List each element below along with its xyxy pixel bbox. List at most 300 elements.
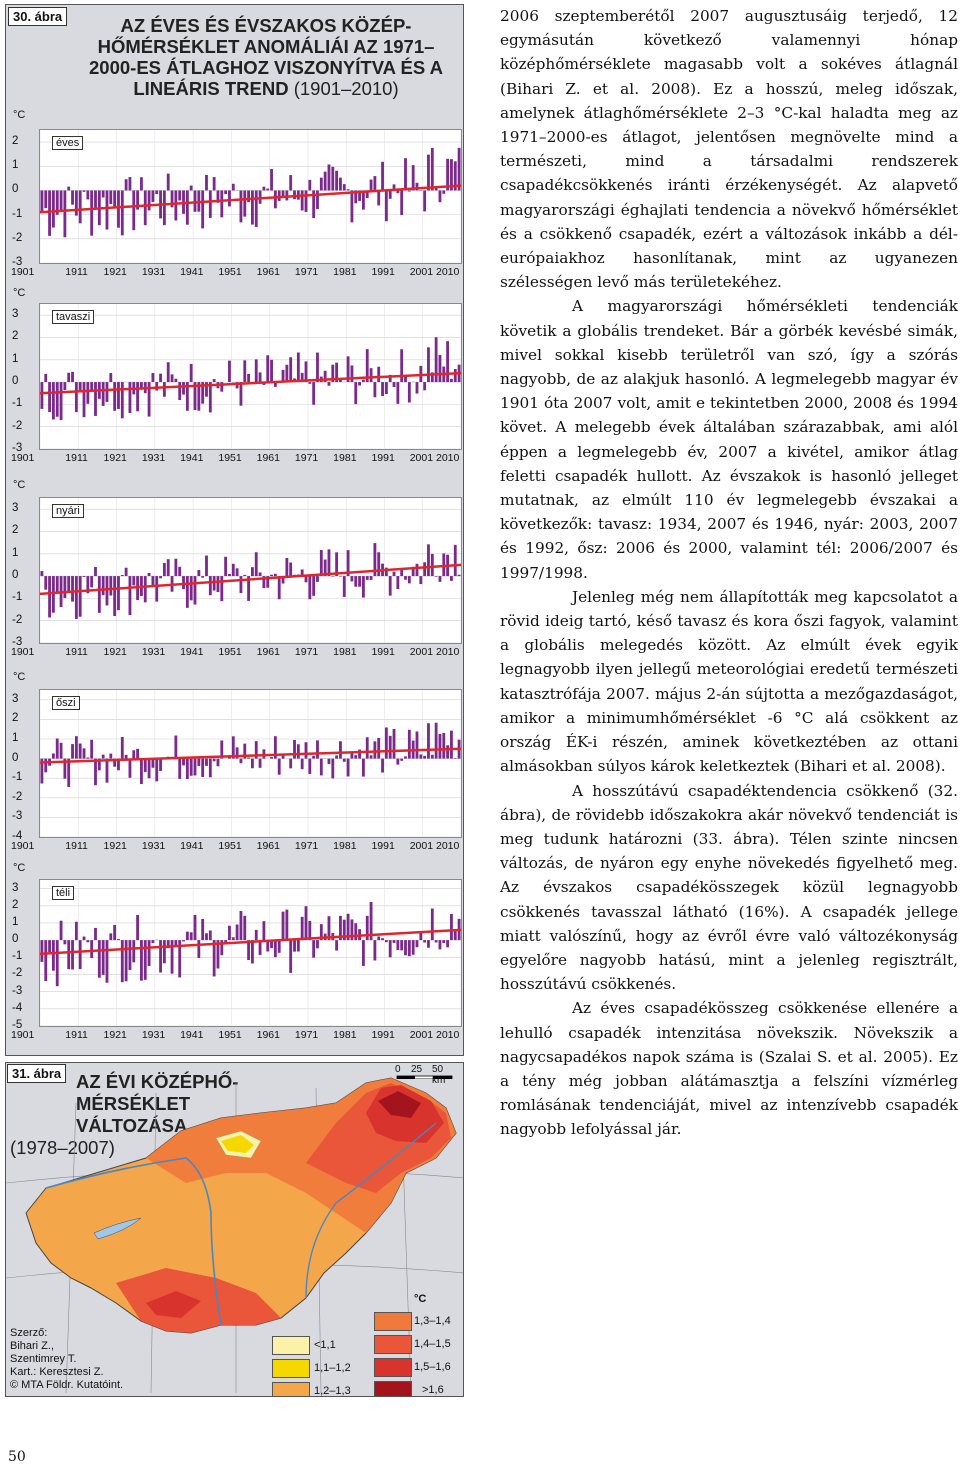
anomaly-bar: [343, 184, 346, 190]
anomaly-bar: [312, 382, 315, 405]
anomaly-bar: [194, 915, 197, 940]
anomaly-bar: [393, 572, 396, 576]
anomaly-bar: [312, 940, 315, 958]
season-label: téli: [52, 886, 74, 900]
x-tick-label: 1981: [333, 452, 357, 464]
y-tick-label: -4: [12, 830, 23, 842]
anomaly-bar: [109, 754, 112, 759]
x-tick-label: 2001: [409, 840, 434, 852]
anomaly-bar: [232, 564, 235, 576]
anomaly-bar: [458, 575, 461, 576]
anomaly-bar: [439, 355, 442, 382]
anomaly-bar: [151, 190, 154, 202]
anomaly-bar: [228, 574, 231, 576]
anomaly-bar: [377, 552, 380, 576]
anomaly-bar: [412, 165, 415, 190]
anomaly-bar: [48, 576, 51, 617]
anomaly-bar: [167, 174, 170, 191]
x-tick-label: 1961: [256, 840, 280, 852]
anomaly-bar: [377, 190, 380, 205]
anomaly-bar: [94, 928, 97, 940]
anomaly-bar: [427, 544, 430, 576]
figure-30-title: [76, 15, 456, 99]
anomaly-bar: [396, 759, 399, 765]
y-tick-label: 2: [12, 898, 19, 911]
anomaly-bar: [431, 554, 434, 576]
anomaly-bar: [316, 940, 319, 948]
anomaly-bar: [63, 382, 66, 390]
anomaly-bar: [262, 187, 265, 191]
anomaly-bar: [408, 940, 411, 956]
anomaly-bar: [442, 733, 445, 759]
anomaly-bar: [400, 940, 403, 950]
anomaly-bar: [259, 759, 262, 768]
anomaly-bar: [129, 759, 132, 778]
anomaly-bar: [320, 178, 323, 191]
anomaly-bar: [251, 567, 254, 576]
anomaly-bar: [354, 755, 357, 759]
anomaly-bar: [60, 190, 63, 210]
credit-line-4: Kart.: Keresztesi Z.: [10, 1366, 104, 1378]
x-tick-label: 1901: [11, 452, 35, 464]
y-tick-label: 1: [12, 732, 19, 744]
y-tick-label: -1: [12, 591, 23, 604]
anomaly-bar: [358, 576, 361, 587]
anomaly-bar: [71, 372, 74, 382]
legend-swatch-1-4-1-5: [374, 1335, 412, 1354]
anomaly-bar: [351, 190, 354, 222]
y-tick-label: 3: [12, 692, 19, 705]
y-tick-label: -3: [12, 636, 23, 648]
anomaly-bar: [94, 190, 97, 208]
anomaly-bar: [125, 940, 128, 981]
anomaly-bar: [320, 759, 323, 776]
anomaly-bar: [71, 576, 74, 602]
panel-4: [6, 862, 465, 1047]
anomaly-bar: [331, 576, 334, 577]
y-tick-label: 2: [12, 524, 19, 537]
anomaly-bar: [232, 937, 235, 940]
anomaly-bar: [121, 940, 124, 982]
y-tick-label: -3: [12, 256, 23, 268]
anomaly-bar: [377, 367, 380, 382]
anomaly-bar: [240, 382, 243, 406]
anomaly-bar: [446, 940, 449, 947]
anomaly-bar: [41, 940, 44, 962]
anomaly-plot: [39, 689, 462, 838]
anomaly-bar: [155, 759, 158, 782]
anomaly-bar: [435, 940, 438, 942]
legend-swatch-1-2-1-3: [272, 1382, 310, 1397]
figure-31-title-years: (1978–2007): [10, 1137, 115, 1158]
x-tick-label: 1961: [256, 452, 280, 464]
anomaly-bar: [274, 940, 277, 957]
legend-swatch-1-1-1-2: [272, 1359, 310, 1378]
anomaly-bar: [60, 921, 63, 940]
anomaly-bar: [370, 368, 373, 382]
x-tick-label: 1951: [218, 840, 242, 852]
anomaly-bar: [67, 576, 70, 591]
anomaly-bar: [75, 576, 78, 619]
anomaly-bar: [255, 359, 258, 382]
anomaly-bar: [416, 731, 419, 758]
legend-label-1-3-1-4: 1,3–1,4: [414, 1315, 451, 1327]
anomaly-bar: [251, 759, 254, 769]
anomaly-bar: [416, 564, 419, 576]
anomaly-bar: [408, 190, 411, 191]
anomaly-bar: [255, 930, 258, 940]
anomaly-bar: [354, 382, 357, 404]
anomaly-bar: [52, 576, 55, 613]
anomaly-bar: [328, 382, 331, 386]
anomaly-bar: [266, 355, 269, 382]
anomaly-bar: [393, 382, 396, 387]
season-label: éves: [52, 136, 83, 150]
anomaly-bar: [354, 576, 357, 587]
y-tick-label: -3: [12, 984, 23, 997]
anomaly-bar: [186, 576, 189, 608]
anomaly-bar: [121, 737, 124, 759]
anomaly-bar: [56, 739, 59, 759]
anomaly-bar: [224, 190, 227, 194]
anomaly-bar: [362, 190, 365, 209]
x-tick-label: 1961: [256, 266, 280, 278]
anomaly-bar: [86, 190, 89, 199]
anomaly-bar: [132, 190, 135, 230]
anomaly-bar: [186, 932, 189, 940]
anomaly-bar: [113, 382, 116, 411]
x-tick-label: 2010: [436, 646, 460, 658]
anomaly-bar: [439, 576, 442, 582]
anomaly-bar: [347, 189, 350, 190]
y-tick-label: 1: [12, 352, 19, 365]
anomaly-bar: [458, 148, 461, 191]
anomaly-bar: [427, 155, 430, 191]
anomaly-bar: [251, 190, 254, 224]
anomaly-bar: [400, 759, 403, 761]
y-tick-label: -2: [12, 967, 23, 980]
anomaly-bar: [362, 576, 365, 598]
y-tick-label: 0: [12, 933, 19, 946]
anomaly-bar: [106, 940, 109, 983]
anomaly-bar: [106, 576, 109, 605]
anomaly-bar: [419, 754, 422, 758]
anomaly-bar: [423, 756, 426, 759]
y-tick-label: 2: [12, 330, 19, 343]
anomaly-bar: [155, 190, 158, 194]
credit-line-1: Szerző:: [10, 1327, 48, 1339]
anomaly-bar: [86, 940, 89, 942]
unit-label: °C: [13, 479, 26, 491]
anomaly-bar: [389, 736, 392, 759]
y-tick-label: -1: [12, 397, 23, 410]
y-tick-label: 0: [12, 375, 19, 388]
unit-label: °C: [13, 862, 26, 874]
anomaly-bar: [52, 190, 55, 227]
anomaly-bar: [431, 755, 434, 759]
anomaly-bar: [308, 180, 311, 191]
anomaly-bar: [102, 190, 105, 197]
anomaly-bar: [86, 757, 89, 758]
anomaly-bar: [408, 576, 411, 583]
anomaly-bar: [44, 576, 47, 590]
x-tick-label: 1951: [218, 1029, 242, 1041]
x-tick-label: 1901: [11, 646, 35, 658]
y-tick-label: -2: [12, 790, 23, 803]
anomaly-bar: [335, 755, 338, 758]
anomaly-bar: [163, 563, 166, 576]
anomaly-bar: [289, 940, 292, 973]
panel-1: [6, 287, 465, 470]
bar-series: [40, 130, 461, 263]
x-tick-label: 1921: [103, 840, 127, 852]
anomaly-bar: [144, 940, 147, 980]
anomaly-bar: [389, 940, 392, 957]
anomaly-bar: [381, 162, 384, 191]
anomaly-bar: [312, 756, 315, 759]
anomaly-bar: [224, 557, 227, 576]
y-tick-label: -1: [12, 771, 23, 784]
y-tick-label: 0: [12, 751, 19, 764]
anomaly-bar: [396, 576, 399, 589]
anomaly-bar: [113, 925, 116, 940]
anomaly-bar: [259, 372, 262, 382]
x-tick-label: 1961: [256, 1029, 280, 1041]
anomaly-bar: [278, 576, 281, 599]
x-tick-label: 1901: [11, 1029, 35, 1041]
anomaly-bar: [129, 576, 132, 615]
anomaly-bar: [213, 379, 216, 382]
anomaly-bar: [129, 177, 132, 190]
anomaly-bar: [90, 190, 93, 235]
anomaly-bar: [450, 576, 453, 581]
anomaly-bar: [439, 940, 442, 949]
anomaly-bar: [209, 382, 212, 412]
legend-label-1-4-1-5: 1,4–1,5: [414, 1338, 451, 1350]
anomaly-bar: [190, 576, 193, 600]
legend-swatch-lt-1-1: [272, 1336, 310, 1355]
anomaly-bar: [278, 759, 281, 775]
anomaly-bar: [75, 736, 78, 758]
anomaly-bar: [366, 737, 369, 758]
anomaly-bar: [385, 190, 388, 221]
anomaly-bar: [109, 373, 112, 382]
x-tick-label: 1911: [65, 452, 88, 464]
x-tick-label: 1911: [65, 1029, 88, 1041]
anomaly-bar: [90, 740, 93, 759]
figure-30-label: 30. ábra: [8, 7, 67, 26]
anomaly-bar: [144, 759, 147, 773]
x-tick-label: 1971: [294, 452, 319, 464]
anomaly-bar: [343, 576, 346, 597]
anomaly-bar: [75, 382, 78, 412]
anomaly-bar: [247, 374, 250, 382]
anomaly-bar: [113, 576, 116, 616]
anomaly-bar: [243, 916, 246, 940]
anomaly-bar: [205, 175, 208, 191]
anomaly-bar: [106, 382, 109, 402]
anomaly-bar: [419, 933, 422, 940]
anomaly-bar: [423, 562, 426, 576]
y-tick-label: -1: [12, 207, 23, 220]
anomaly-bar: [205, 556, 208, 577]
anomaly-bar: [186, 759, 189, 779]
anomaly-bar: [404, 940, 407, 955]
anomaly-bar: [435, 723, 438, 759]
anomaly-bar: [316, 190, 319, 209]
anomaly-bar: [106, 190, 109, 229]
anomaly-bar: [285, 365, 288, 382]
anomaly-bar: [427, 940, 430, 948]
anomaly-bar: [389, 190, 392, 198]
y-tick-label: 0: [12, 569, 19, 582]
anomaly-bar: [167, 362, 170, 382]
anomaly-bar: [274, 190, 277, 208]
anomaly-bar: [446, 745, 449, 758]
anomaly-bar: [178, 759, 181, 779]
x-tick-label: 2010: [436, 266, 460, 278]
anomaly-bar: [174, 379, 177, 382]
anomaly-bar: [201, 919, 204, 940]
x-tick-label: 1901: [11, 266, 35, 278]
panel-3: [6, 671, 465, 858]
anomaly-bar: [320, 550, 323, 576]
anomaly-bar: [381, 382, 384, 396]
anomaly-bar: [439, 734, 442, 759]
x-tick-label: 1951: [218, 452, 242, 464]
anomaly-bar: [155, 382, 158, 390]
anomaly-bar: [190, 932, 193, 940]
y-tick-label: -4: [12, 1001, 23, 1014]
anomaly-bar: [197, 570, 200, 576]
anomaly-bar: [274, 574, 277, 576]
x-tick-label: 2001: [409, 266, 434, 278]
anomaly-bar: [125, 568, 128, 576]
y-tick-label: -1: [12, 950, 23, 963]
anomaly-bar: [247, 190, 250, 202]
anomaly-bar: [140, 177, 143, 190]
panel-0: [6, 109, 465, 284]
anomaly-plot: [39, 497, 462, 644]
anomaly-bar: [109, 190, 112, 204]
anomaly-bar: [56, 576, 59, 594]
anomaly-bar: [41, 571, 44, 576]
anomaly-bar: [240, 759, 243, 764]
anomaly-bar: [163, 190, 166, 225]
anomaly-bar: [373, 382, 376, 397]
anomaly-bar: [266, 189, 269, 191]
anomaly-bar: [144, 190, 147, 225]
anomaly-bar: [297, 352, 300, 382]
anomaly-bar: [194, 759, 197, 776]
anomaly-bar: [140, 940, 143, 981]
anomaly-bar: [347, 759, 350, 777]
x-tick-label: 1971: [294, 266, 319, 278]
x-tick-label: 1911: [65, 840, 88, 852]
unit-label: °C: [13, 671, 26, 683]
anomaly-bar: [163, 940, 166, 963]
anomaly-bar: [262, 921, 265, 940]
anomaly-bar: [174, 559, 177, 576]
anomaly-bar: [90, 576, 93, 587]
anomaly-bar: [396, 382, 399, 404]
anomaly-bar: [148, 759, 151, 779]
y-tick-label: 3: [12, 502, 19, 515]
anomaly-bar: [121, 382, 124, 418]
x-tick-label: 1991: [371, 266, 395, 278]
figure-31-label: 31. ábra: [7, 1064, 66, 1083]
anomaly-bar: [106, 759, 109, 783]
anomaly-bar: [442, 940, 445, 943]
anomaly-bar: [305, 742, 308, 758]
anomaly-bar: [412, 940, 415, 955]
anomaly-bar: [148, 940, 151, 966]
anomaly-bar: [385, 727, 388, 758]
x-tick-label: 1911: [65, 646, 88, 658]
anomaly-bar: [240, 911, 243, 940]
anomaly-bar: [71, 744, 74, 759]
anomaly-bar: [159, 759, 162, 771]
anomaly-bar: [94, 759, 97, 786]
anomaly-bar: [60, 743, 63, 759]
panel-2: [6, 479, 465, 664]
anomaly-bar: [151, 940, 154, 943]
anomaly-bar: [129, 940, 132, 970]
anomaly-bar: [132, 750, 135, 758]
anomaly-bar: [289, 175, 292, 190]
figure-30-title-main: AZ ÉVES ÉS ÉVSZAKOS KÖZÉP-HŐMÉRSÉKLET ANOMÁLIÁI AZ 1971–2000-ES ÁTLAGHOZ VISZONYÍTVA ÉS A LINEÁRIS TREND: [89, 15, 443, 99]
anomaly-bar: [132, 576, 135, 585]
legend-swatch-gt-1-6: [374, 1381, 412, 1397]
anomaly-bar: [228, 190, 231, 206]
anomaly-bar: [182, 940, 185, 941]
anomaly-bar: [232, 184, 235, 191]
anomaly-bar: [213, 576, 216, 590]
anomaly-bar: [305, 906, 308, 940]
x-tick-label: 1931: [141, 1029, 166, 1041]
anomaly-bar: [52, 382, 55, 419]
x-tick-label: 1991: [371, 1029, 395, 1041]
anomaly-bar: [351, 576, 354, 581]
anomaly-bar: [301, 759, 304, 770]
anomaly-bar: [197, 940, 200, 958]
anomaly-bar: [113, 190, 116, 208]
anomaly-bar: [190, 364, 193, 382]
anomaly-bar: [247, 758, 250, 759]
anomaly-bar: [362, 759, 365, 777]
anomaly-bar: [431, 909, 434, 941]
anomaly-bar: [396, 940, 399, 950]
anomaly-bar: [136, 382, 139, 411]
anomaly-bar: [423, 382, 426, 390]
anomaly-bar: [201, 576, 204, 578]
anomaly-bar: [416, 382, 419, 393]
bar-series: [40, 690, 461, 837]
anomaly-bar: [94, 382, 97, 416]
anomaly-bar: [439, 190, 442, 202]
x-tick-label: 1941: [180, 266, 204, 278]
anomaly-bar: [339, 741, 342, 758]
anomaly-bar: [454, 369, 457, 382]
anomaly-bar: [393, 940, 396, 943]
anomaly-bar: [305, 361, 308, 382]
bar-series: [40, 880, 461, 1026]
anomaly-bar: [381, 759, 384, 773]
anomaly-bar: [297, 744, 300, 758]
anomaly-bar: [83, 190, 86, 191]
anomaly-bar: [362, 380, 365, 382]
anomaly-bar: [151, 373, 154, 382]
